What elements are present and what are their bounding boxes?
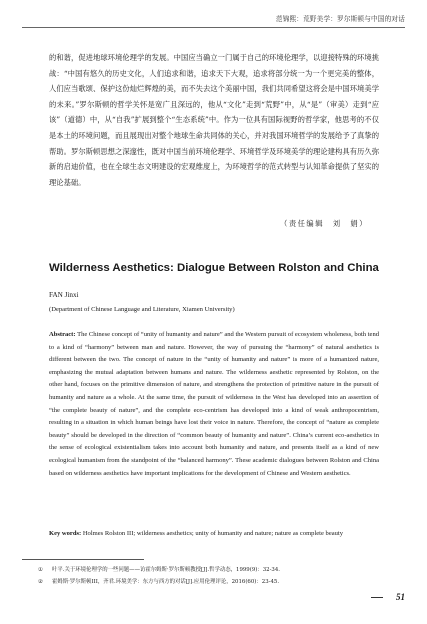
chinese-body-paragraph: 的和谐，促进地球环境伦理学的发展。中国应当确立一门属于自己的环境伦理学，以迎接特殊的环境挑战：“中国有悠久的历史文化，人们追求和谐，追求天下大观，追求将部分统一为一个更完美的整体，人们应当歌颂、保护这份灿烂辉煌的美，而不失去这个美丽中国，我们共同希望这将会是中国环境美学的未来。”罗尔斯顿的哲学关怀是宽广且深远的，他从“文化”走到“荒野”中，从“是”（审美）走到“应该”（道德）中，从“自我”扩展到整个“生态系统”中。作为一位具有国际视野的哲学家，他思考的不仅是本土的环境问题，而且展现出对整个地球生命共同体的关心，并对我国环境哲学的发展给予了真挚的帮助。罗尔斯顿思想之深邃性，既对中国当前环境伦理学、环境哲学及环境美学的理论建构具有历久弥新的启迪价值，也在全球生态文明建设的宏观维度上，为环境哲学的范式转型与认知革命提供了坚实的理论基础。 [49,53,379,187]
footnote-1-text: 叶平.关于环境伦理学的一些问题——访霍尔姆斯·罗尔斯顿教授[J].哲学动态，1999(9)：32-34. [52,567,281,573]
footnote-rule [22,559,144,560]
english-author: FAN Jinxi [49,291,79,299]
footnote-2 [38,578,378,587]
footnote-2-text: 霍姆斯·罗尔斯顿III，齐君.环境美学：东方与西方的对话[J].应用伦理评论，2016(60)：23-45. [52,579,280,585]
page-number-dash [371,597,383,598]
english-affiliation: (Department of Chinese Language and Literature, Xiamen University) [49,306,235,313]
page-number: 51 [396,592,405,602]
english-keywords [49,528,379,540]
english-title: Wilderness Aesthetics: Dialogue Between Rolston and China [49,262,379,274]
editor-note: （责任编辑 刘 娟） [280,219,368,228]
english-abstract [49,329,379,480]
footnote-1-number: ① [38,567,43,573]
keywords-text: Holmes Rolston III; wilderness aesthetics; unity of humanity and nature; nature as complete beauty [81,530,343,537]
footnote-2-number: ② [38,579,43,585]
running-head: 范锦熙：荒野美学：罗尔斯顿与中国的对话 [275,15,405,23]
footnote-1 [38,566,378,575]
header-rule [22,27,405,28]
abstract-label: Abstract: [49,331,76,338]
abstract-text: The Chinese concept of “unity of humanity and nature” and the Western pursuit of ecosystem wholeness, both tend to a kind of “harmony” between man and nature. However, the way of pursuing the “harmony” of natural aesthetics is different between the two. The concept of nature in the “unity of humanity and nature” is more of a humanized nature, emphasizing the mutual adaptation between humans and nature. The wilderness aesthetic represented by Rolston, on the other hand, focuses on the primitive dimension of nature, and strengthens the protection of primitive nature in the pursuit of humanity and nature as a whole. At the same time, the pursuit of wilderness in the West has developed into an assertion of “the complete beauty of nature”, and the complete eco-centrism has developed into a kind of weak anthropocentrism, resulting in a situation in which human beings have lost their voice in nature. Therefore, the concept of “nature as complete beauty” should be developed in the direction of “common beauty of humanity and nature”. China’s current eco-aesthetics in the sense of ecological existentialism takes into account both humanity and nature, and presents itself as a kind of new ecological humanism from the standpoint of the “balanced harmony”. These academic dialogues between Rolston and China based on wilderness aesthetics have important implications for the development of Chinese and Western aesthetics. [49,331,379,477]
keywords-label: Key words: [49,530,82,537]
